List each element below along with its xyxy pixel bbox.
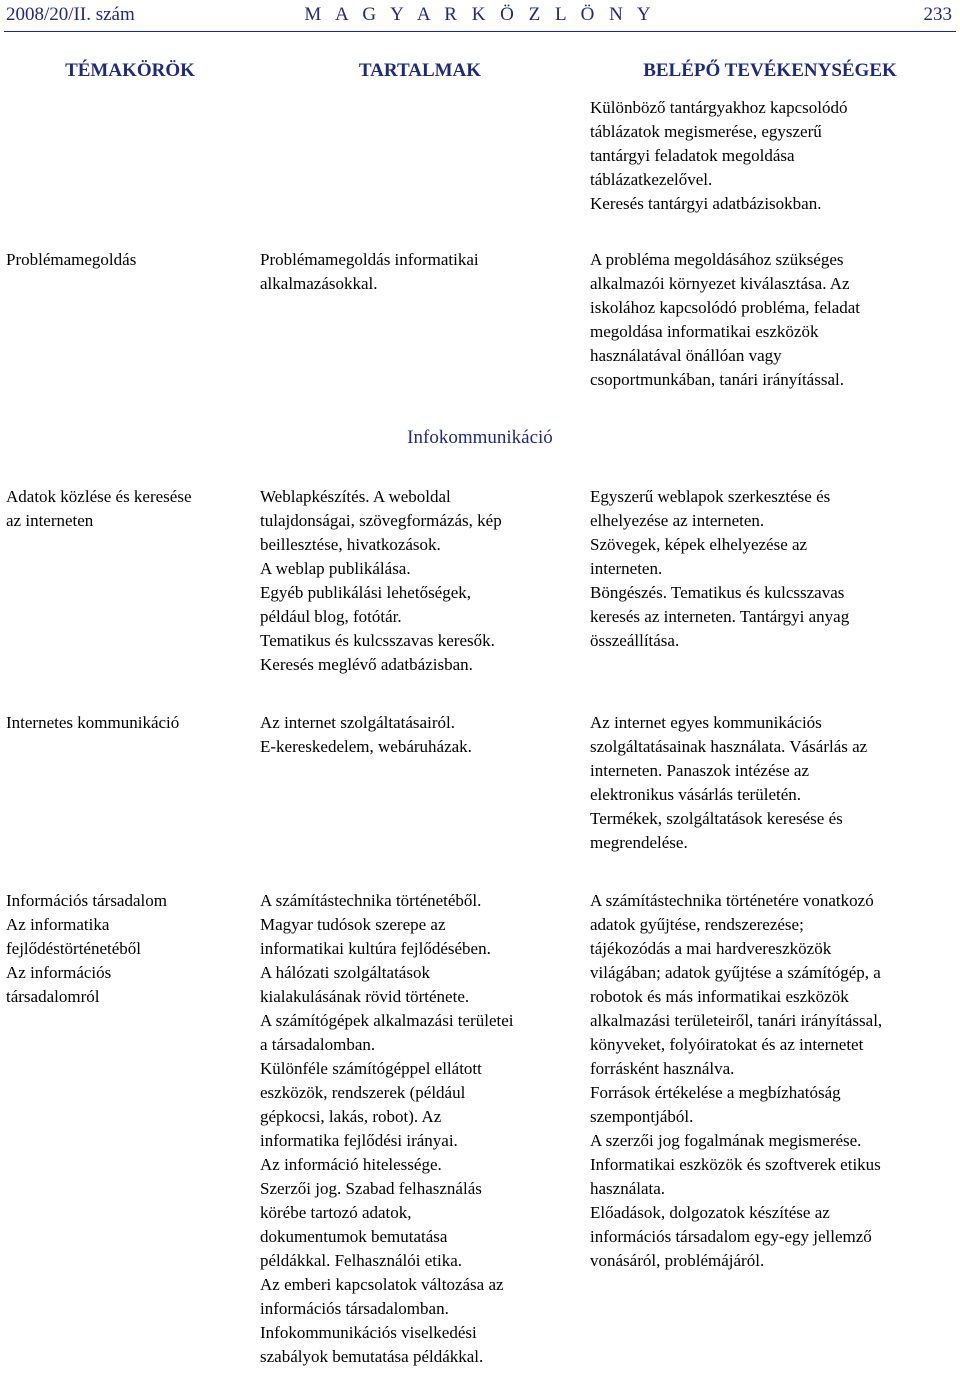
row-2-topic: Adatok közlése és keresése az interneten [6, 487, 192, 530]
row-1-activities: A probléma megoldásához szükséges alkalmazói környezet kiválasztása. Az iskolához kapcsolódó probléma, feladat megoldása informatikai eszközök használatával önállóan vagy csoportmunkában, tanári irányítással. [590, 250, 861, 389]
row-2-contents: Weblapkészítés. A weboldal tulajdonságai, szövegformázás, kép beillesztése, hivatkozások. A weblap publikálása. Egyéb publikálási lehetőségek, például blog, fotótár. Tematikus és kulcsszavas keresők. Keresés meglévő adatbázisban. [260, 487, 502, 674]
row-3-activities: Az internet egyes kommunikációs szolgáltatásainak használata. Vásárlás az interneten. Panaszok intézése az elektronikus vásárlás területén. Termékek, szolgáltatások keresése és megrendelése. [590, 713, 868, 852]
page-number: 233 [923, 4, 952, 25]
issue-number: 2008/20/II. szám [6, 4, 135, 25]
row-4-activities: A számítástechnika történetére vonatkozó adatok gyűjtése, rendszerezése; tájékozódás a mai hardvereszközök világában; adatok gyűjtése a számítógép, a robotok és más informatikai eszközök alkalmazási területeiről, tanári irányítással, könyveket, folyóiratokat és az internetet forrásként használva. Források értékelése a megbízhatóság szempontjából. A szerzői jog fogalmának megismerése. Informatikai eszközök és szoftverek etikus használata. Előadások, dolgozatok készítése az információs társadalom egy-egy jellemző vonásáról, problémájáról. [590, 891, 883, 1270]
row-3-contents: Az internet szolgáltatásairól. E-kereskedelem, webáruházak. [260, 713, 472, 756]
row-1-contents: Problémamegoldás informatikai alkalmazásokkal. [260, 250, 479, 293]
column-header-contents: TARTALMAK [358, 60, 482, 81]
row-3-topic: Internetes kommunikáció [6, 713, 180, 732]
section-title: Infokommunikáció [407, 427, 553, 448]
page-header [0, 0, 960, 30]
row-0-activities: Különböző tantárgyakhoz kapcsolódó táblázatok megismerése, egyszerű tantárgyi feladatok megoldása táblázatkezelővel. Keresés tantárgyi adatbázisokban. [590, 98, 848, 213]
column-header-activities: BELÉPŐ TEVÉKENYSÉGEK [643, 60, 897, 81]
row-4-topic: Információs társadalom Az informatika fejlődéstörténetéből Az információs társadalomról [6, 891, 167, 1006]
row-2-activities: Egyszerű weblapok szerkesztése és elhelyezése az interneten. Szövegek, képek elhelyezése az interneten. Böngészés. Tematikus és kulcsszavas keresés az interneten. Tantárgyi anyag összeállítása. [590, 487, 850, 650]
column-header-topics: TÉMAKÖRÖK [65, 60, 195, 81]
publication-title: M A G Y A R K Ö Z L Ö N Y [304, 4, 656, 25]
header-rule [4, 31, 956, 32]
row-1-topic: Problémamegoldás [6, 250, 137, 269]
row-4-contents: A számítástechnika történetéből. Magyar tudósok szerepe az informatikai kultúra fejlődésében. A hálózati szolgáltatások kialakulásának rövid története. A számítógépek alkalmazási területei a társadalomban. Különféle számítógéppel ellátott eszközök, rendszerek (például gépkocsi, lakás, robot). Az informatika fejlődési irányai. Az információ hitelessége. Szerzői jog. Szabad felhasználás körébe tartozó adatok, dokumentumok bemutatása példákkal. Felhasználói etika. Az emberi kapcsolatok változása az információs társadalomban. Infokommunikációs viselkedési szabályok bemutatása példákkal. [260, 891, 514, 1366]
